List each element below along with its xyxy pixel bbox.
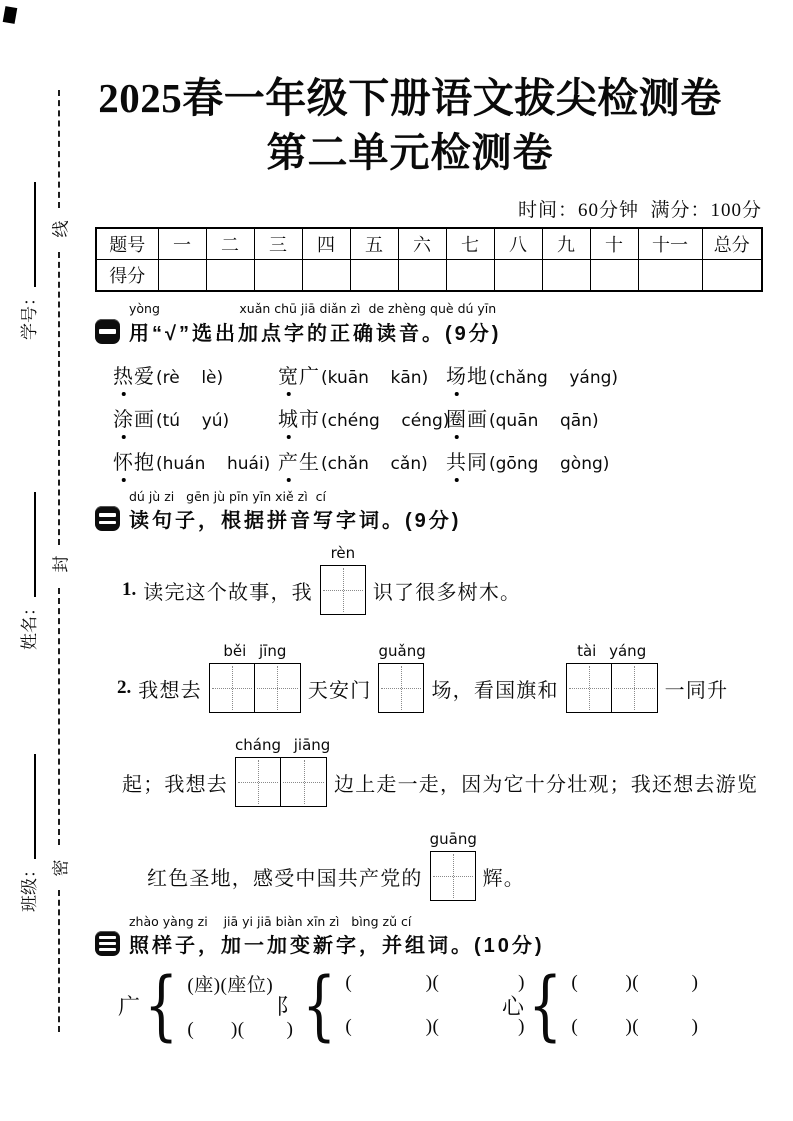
section-1-icon bbox=[95, 319, 120, 344]
sentence-1 bbox=[122, 544, 522, 615]
sentence-text: 辉。 bbox=[482, 867, 526, 890]
dotted-character: 怀 bbox=[113, 446, 134, 475]
box-pinyin: rèn bbox=[330, 544, 356, 562]
dotted-character: 热 bbox=[113, 360, 134, 389]
student-id-field bbox=[15, 182, 40, 340]
dotted-character: 城 bbox=[278, 403, 299, 432]
example-answer-row: (座)(座位) bbox=[187, 974, 274, 996]
score-input-cell[interactable] bbox=[590, 260, 638, 292]
score-input-cell[interactable] bbox=[158, 260, 206, 292]
writing-box[interactable] bbox=[612, 663, 658, 713]
section-2-pinyin: dú jù zi gēn jù pīn yīn xiě zì cí bbox=[129, 489, 326, 504]
word-rest: 画 bbox=[467, 409, 488, 431]
box-pinyin: běi jīng bbox=[223, 642, 287, 660]
score-table-header-cell: 七 bbox=[446, 228, 494, 260]
sentence-text: 红色圣地，感受中国共产党的 bbox=[147, 867, 423, 890]
blank-answer-row[interactable]: ( )( ) bbox=[187, 1018, 294, 1040]
scan-mark bbox=[3, 6, 18, 24]
score-label-cell: 得分 bbox=[96, 260, 158, 292]
score-input-cell[interactable] bbox=[254, 260, 302, 292]
pinyin-options[interactable]: (kuān kān) bbox=[321, 368, 429, 388]
section-1-pinyin: yòng xuǎn chū jiā diǎn zì de zhèng què dú yīn bbox=[129, 301, 497, 316]
pronunciation-item[interactable] bbox=[446, 403, 761, 432]
word-rest: 广 bbox=[299, 366, 320, 388]
word-rest: 市 bbox=[299, 409, 320, 431]
section-1-heading bbox=[95, 317, 501, 346]
pronunciation-item[interactable] bbox=[446, 446, 761, 475]
seal-char-feng: 封 bbox=[51, 555, 71, 573]
score-table-header-cell: 九 bbox=[542, 228, 590, 260]
exam-subtitle: 第二单元检测卷 bbox=[266, 130, 554, 175]
pronunciation-item[interactable] bbox=[278, 360, 446, 389]
radical-char: 心 bbox=[502, 993, 525, 1019]
writing-box[interactable] bbox=[566, 663, 612, 713]
score-table-header-cell: 十 bbox=[590, 228, 638, 260]
sentence-number: 2. bbox=[117, 677, 132, 698]
section-2-heading bbox=[95, 504, 461, 533]
brace-glyph: { bbox=[528, 960, 563, 1049]
pronunciation-item[interactable] bbox=[278, 403, 450, 432]
brace-glyph: { bbox=[144, 960, 179, 1049]
dotted-character: 涂 bbox=[113, 403, 134, 432]
score-input-cell[interactable] bbox=[398, 260, 446, 292]
score-input-cell[interactable] bbox=[542, 260, 590, 292]
sentence-2-line-3 bbox=[147, 830, 526, 901]
section-2-title: 读句子，根据拼音写字词。(9分) bbox=[129, 510, 462, 532]
writing-box-group bbox=[320, 544, 366, 615]
score-table-header-cell: 八 bbox=[494, 228, 542, 260]
class-blank[interactable] bbox=[30, 754, 36, 859]
pinyin-options[interactable]: (quān qān) bbox=[489, 411, 599, 431]
name-field bbox=[15, 492, 40, 650]
score-input-cell[interactable] bbox=[206, 260, 254, 292]
score-table bbox=[95, 227, 763, 292]
pinyin-options[interactable]: (huán huái) bbox=[156, 454, 271, 474]
box-pinyin: guǎng bbox=[378, 642, 426, 660]
seal-char-xian: 线 bbox=[51, 220, 71, 238]
title-block bbox=[80, 70, 740, 180]
sentence-text: 识了很多树木。 bbox=[372, 581, 522, 604]
writing-box[interactable] bbox=[320, 565, 366, 615]
box-pinyin: guāng bbox=[429, 830, 477, 848]
writing-box-group bbox=[566, 642, 658, 713]
writing-box-group bbox=[209, 642, 301, 713]
blank-answer-row[interactable]: ( )( ) bbox=[571, 972, 699, 993]
pronunciation-item[interactable] bbox=[113, 403, 278, 432]
seal-dashed-line-segment bbox=[58, 252, 60, 545]
seal-dashed-line-segment bbox=[58, 90, 60, 208]
blank-answer-row[interactable]: ( )( ) bbox=[571, 1016, 699, 1037]
score-table-header-cell: 四 bbox=[302, 228, 350, 260]
word-rest: 抱 bbox=[134, 452, 155, 474]
word-rest: 生 bbox=[299, 452, 320, 474]
name-label: 姓名： bbox=[20, 599, 39, 650]
score-table-header-cell: 六 bbox=[398, 228, 446, 260]
writing-box[interactable] bbox=[235, 757, 281, 807]
sentence-text: 读完这个故事，我 bbox=[143, 581, 313, 604]
sentence-2-line-2 bbox=[122, 736, 758, 807]
sentence-text: 起；我想去 bbox=[122, 773, 228, 796]
sentence-text: 场，看国旗和 bbox=[431, 679, 559, 702]
score-table-header-cell: 一 bbox=[158, 228, 206, 260]
score-table-header-row bbox=[96, 228, 762, 260]
score-table-header-cell: 三 bbox=[254, 228, 302, 260]
score-table-header-cell: 十一 bbox=[638, 228, 702, 260]
pronunciation-item[interactable] bbox=[113, 446, 278, 475]
pronunciation-item[interactable] bbox=[446, 360, 761, 389]
section-3-pinyin: zhào yàng zi jiā yi jiā biàn xīn zì bìng zǔ cí bbox=[129, 914, 412, 929]
section-1-title: 用“√”选出加点字的正确读音。(9分) bbox=[129, 323, 502, 345]
student-id-blank[interactable] bbox=[30, 182, 36, 287]
score-table-score-row bbox=[96, 260, 762, 292]
writing-box-group bbox=[235, 736, 331, 807]
score-table-header-cell: 总分 bbox=[702, 228, 762, 260]
word-rest: 地 bbox=[467, 366, 488, 388]
score-input-cell[interactable] bbox=[350, 260, 398, 292]
writing-box[interactable] bbox=[255, 663, 301, 713]
sentence-text: 我想去 bbox=[138, 679, 202, 702]
score-table-header-cell: 二 bbox=[206, 228, 254, 260]
section-3-icon bbox=[95, 931, 120, 956]
exam-title: 2025春一年级下册语文拔尖检测卷 bbox=[98, 75, 722, 121]
word-rest: 同 bbox=[467, 452, 488, 474]
pinyin-options[interactable]: (chǎng yáng) bbox=[489, 368, 619, 388]
student-id-label: 学号： bbox=[20, 289, 39, 340]
pronunciation-items bbox=[113, 360, 761, 489]
pronunciation-item[interactable] bbox=[113, 360, 278, 389]
radical-group-xin bbox=[502, 960, 699, 1049]
sentence-text: 边上走一走，因为它十分壮观；我还想去游览 bbox=[334, 773, 758, 796]
sentence-2-line-1 bbox=[117, 642, 729, 713]
score-table-header-cell: 五 bbox=[350, 228, 398, 260]
writing-box[interactable] bbox=[281, 757, 327, 807]
radical-char: 广 bbox=[118, 993, 141, 1019]
radical-char: 阝 bbox=[276, 993, 299, 1019]
dotted-character: 场 bbox=[446, 360, 467, 389]
writing-box[interactable] bbox=[430, 851, 476, 901]
brace-glyph: { bbox=[302, 960, 337, 1049]
class-field bbox=[15, 754, 40, 912]
score-input-cell[interactable] bbox=[494, 260, 542, 292]
blank-answer-row[interactable]: ( )( ) bbox=[345, 1016, 525, 1037]
pronunciation-item[interactable] bbox=[278, 446, 446, 475]
seal-dashed-line-segment bbox=[58, 890, 60, 1032]
dotted-character: 共 bbox=[446, 446, 467, 475]
section-2-icon bbox=[95, 506, 120, 531]
score-table-header-cell: 题号 bbox=[96, 228, 158, 260]
writing-box[interactable] bbox=[378, 663, 424, 713]
pinyin-options[interactable]: (gōng gòng) bbox=[489, 454, 610, 474]
radical-group-fu bbox=[276, 960, 525, 1049]
pinyin-options[interactable]: (rè lè) bbox=[156, 368, 224, 388]
name-blank[interactable] bbox=[30, 492, 36, 597]
sentence-text: 一同升 bbox=[664, 679, 729, 702]
box-pinyin: tài yáng bbox=[577, 642, 647, 660]
seal-dashed-line-segment bbox=[58, 588, 60, 845]
sentence-number: 1. bbox=[122, 579, 137, 600]
writing-box-group bbox=[429, 830, 477, 901]
writing-box-group bbox=[378, 642, 426, 713]
blank-answer-row[interactable]: ( )( ) bbox=[345, 972, 525, 993]
dotted-character: 圈 bbox=[446, 403, 467, 432]
exam-meta: 时间：60分钟 满分：100分 bbox=[517, 200, 762, 221]
class-label: 班级： bbox=[20, 861, 39, 912]
answer-rows bbox=[571, 972, 698, 1038]
word-rest: 画 bbox=[134, 409, 155, 431]
score-input-cell[interactable] bbox=[446, 260, 494, 292]
score-input-cell[interactable] bbox=[638, 260, 702, 292]
writing-box[interactable] bbox=[209, 663, 255, 713]
radical-group-guang bbox=[118, 960, 294, 1049]
score-input-cell[interactable] bbox=[302, 260, 350, 292]
dotted-character: 产 bbox=[278, 446, 299, 475]
answer-rows bbox=[345, 972, 525, 1038]
dotted-character: 宽 bbox=[278, 360, 299, 389]
section-3-heading bbox=[95, 929, 545, 958]
word-rest: 爱 bbox=[134, 366, 155, 388]
pinyin-options[interactable]: (tú yú) bbox=[156, 411, 230, 431]
section-3-title: 照样子，加一加变新字，并组词。(10分) bbox=[129, 935, 545, 957]
seal-char-mi: 密 bbox=[51, 859, 71, 877]
pinyin-options[interactable]: (chéng céng) bbox=[321, 411, 450, 431]
score-input-cell[interactable] bbox=[702, 260, 762, 292]
sentence-text: 天安门 bbox=[307, 679, 372, 702]
box-pinyin: cháng jiāng bbox=[235, 736, 331, 754]
pinyin-options[interactable]: (chǎn cǎn) bbox=[321, 454, 428, 474]
